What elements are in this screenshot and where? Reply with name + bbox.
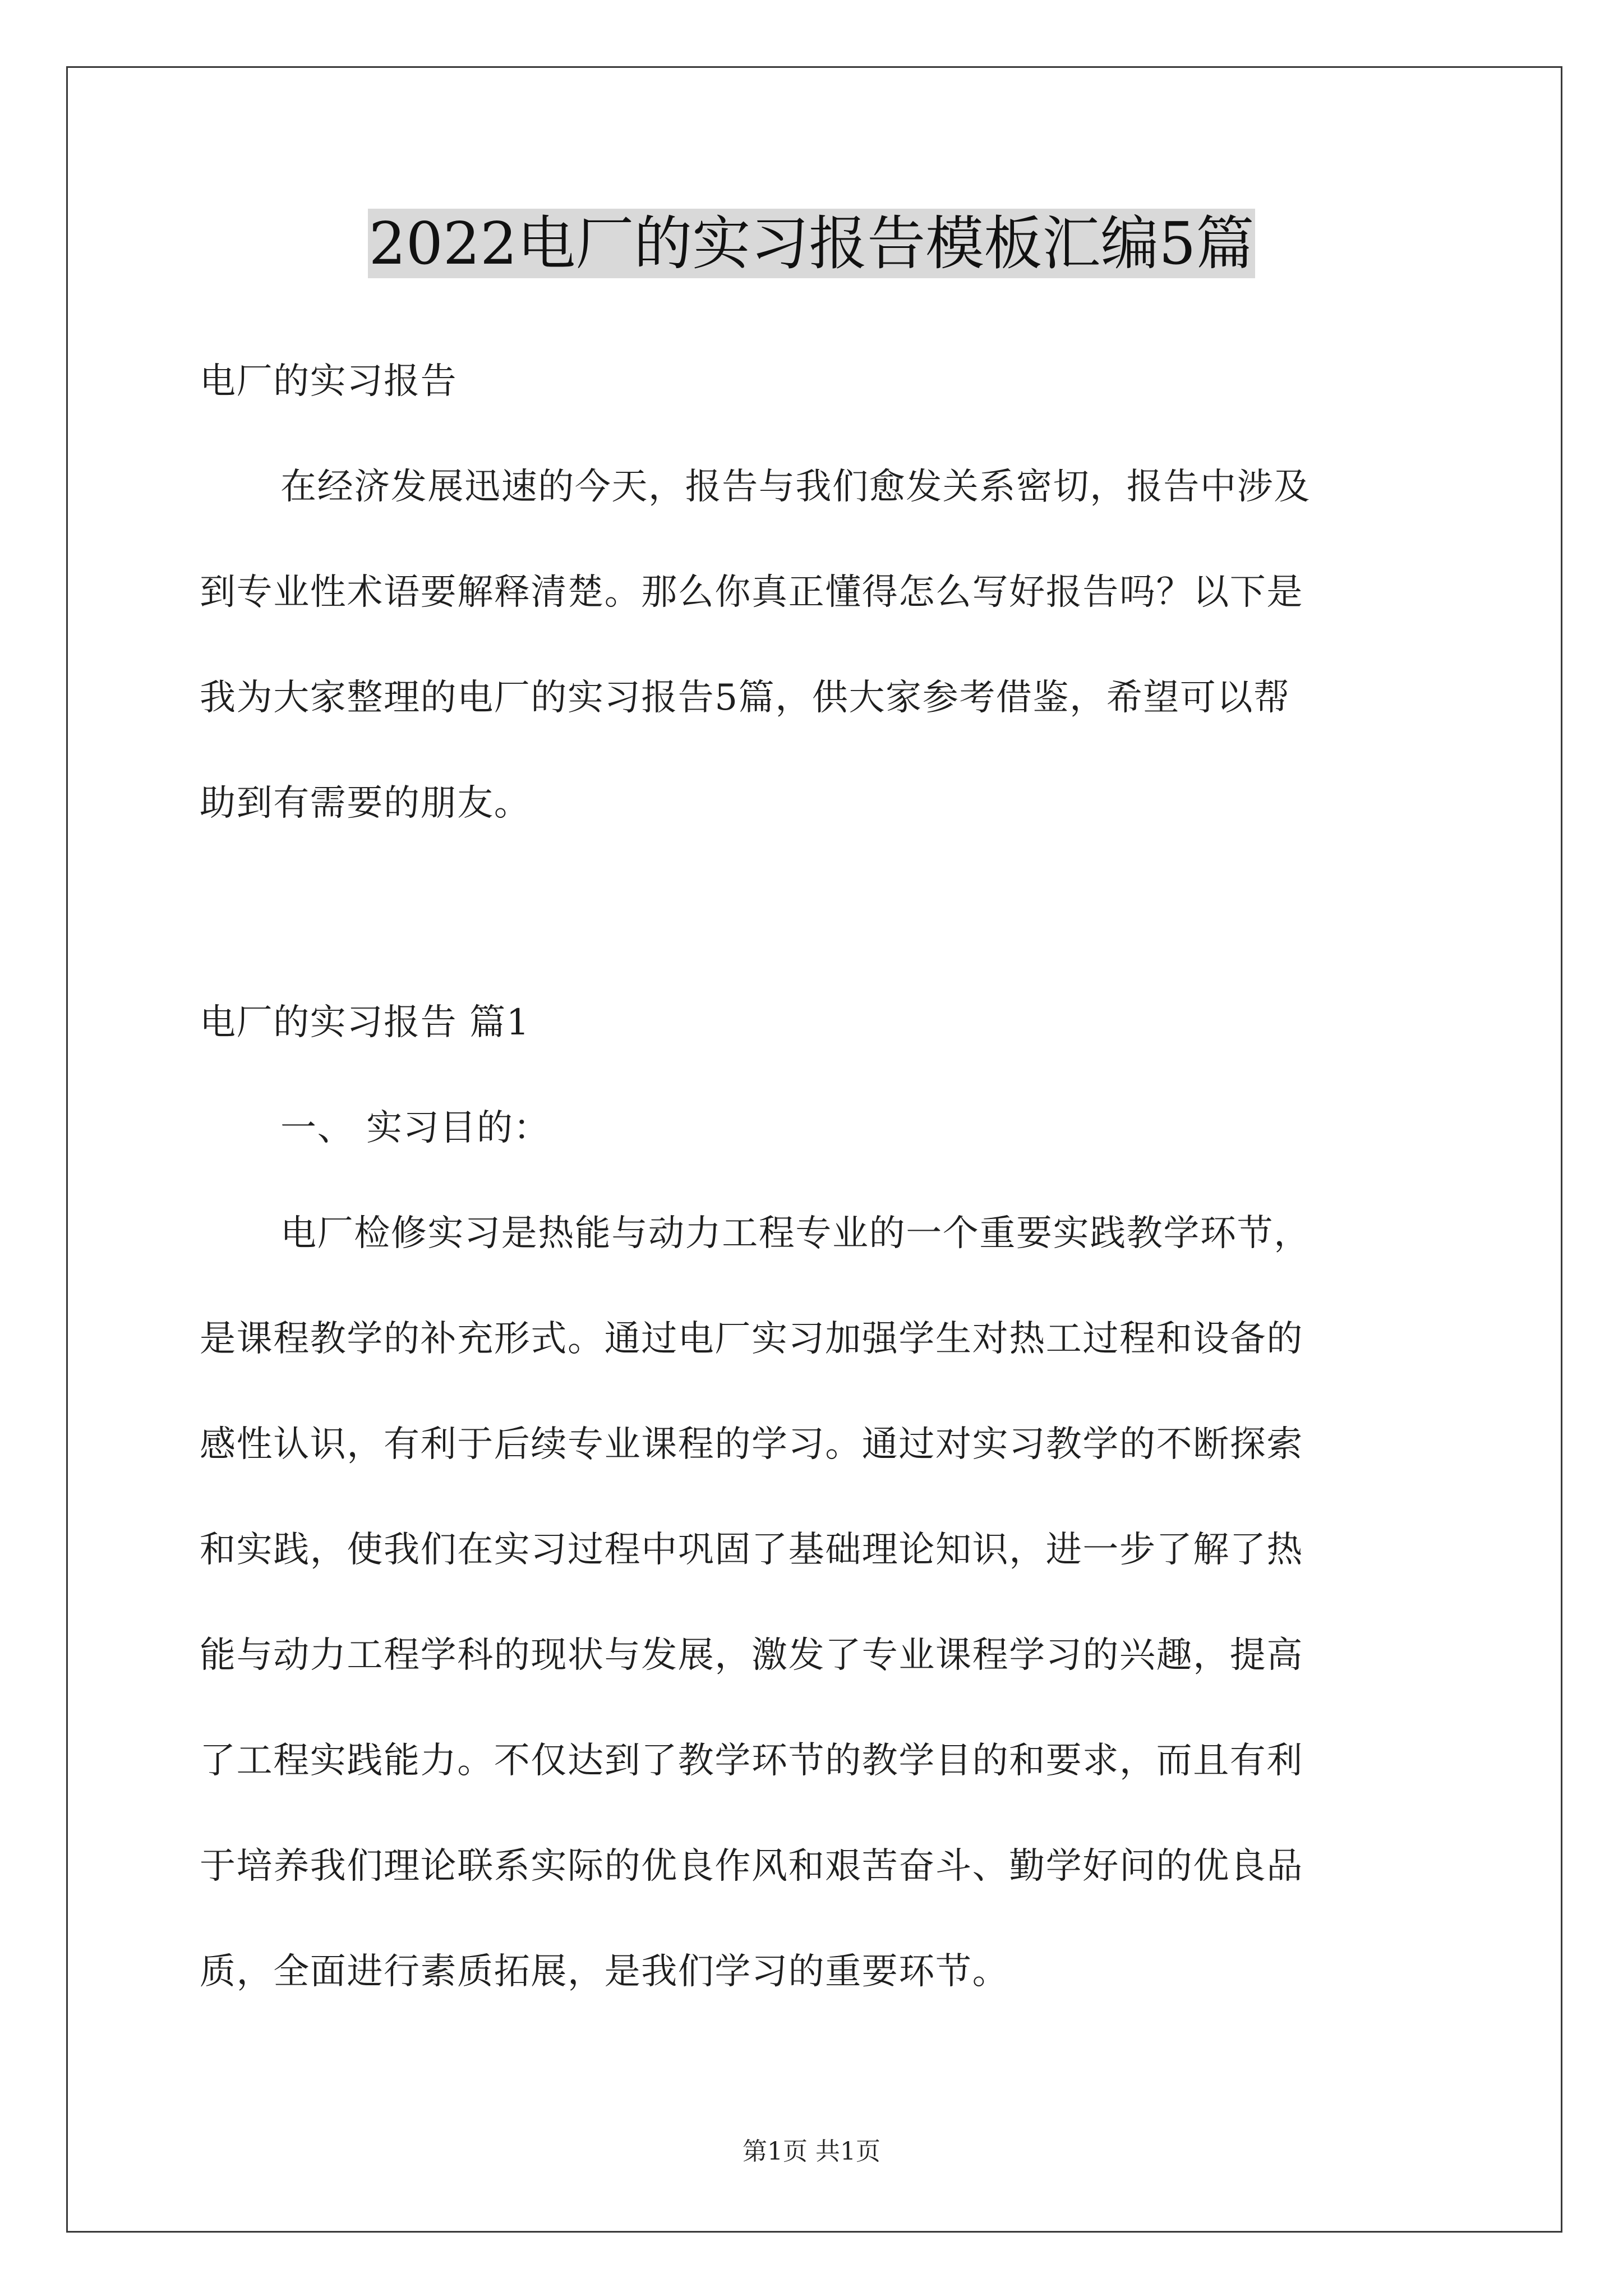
body-line: 感性认识，有利于后续专业课程的学习。通过对实习教学的不断探索: [200, 1424, 1303, 1465]
body-line: 质，全面进行素质拓展，是我们学习的重要环节。: [200, 1951, 1009, 1993]
body-line: 是课程教学的补充形式。通过电厂实习加强学生对热工过程和设备的: [200, 1318, 1303, 1360]
body-line: 和实践，使我们在实习过程中巩固了基础理论知识，进一步了解了热: [200, 1529, 1303, 1571]
intro-line: 在经济发展迅速的今天，报告与我们愈发关系密切，报告中涉及: [280, 466, 1311, 508]
body-line: 电厂检修实习是热能与动力工程专业的一个重要实践教学环节，: [280, 1213, 1311, 1254]
intro-line: 我为大家整理的电厂的实习报告5篇，供大家参考借鉴，希望可以帮: [200, 677, 1290, 719]
body-line: 于培养我们理论联系实际的优良作风和艰苦奋斗、勤学好问的优良品: [200, 1846, 1303, 1887]
intro-line: 到专业性术语要解释清楚。那么你真正懂得怎么写好报告吗？以下是: [200, 572, 1303, 613]
intro-heading: 电厂的实习报告: [200, 361, 458, 402]
page-footer: 第1页 共1页: [743, 2137, 880, 2166]
title-block: [0, 209, 1623, 278]
body-line: 能与动力工程学科的现状与发展，激发了专业课程学习的兴趣，提高: [200, 1635, 1303, 1676]
intro-line: 助到有需要的朋友。: [200, 783, 531, 824]
body-line: 了工程实践能力。不仅达到了教学环节的教学目的和要求，而且有利: [200, 1740, 1303, 1782]
section-heading: 电厂的实习报告 篇1: [200, 1002, 531, 1043]
document-title: 2022电厂的实习报告模板汇编5篇: [368, 209, 1255, 278]
subheading: 一、 实习目的：: [280, 1107, 551, 1149]
